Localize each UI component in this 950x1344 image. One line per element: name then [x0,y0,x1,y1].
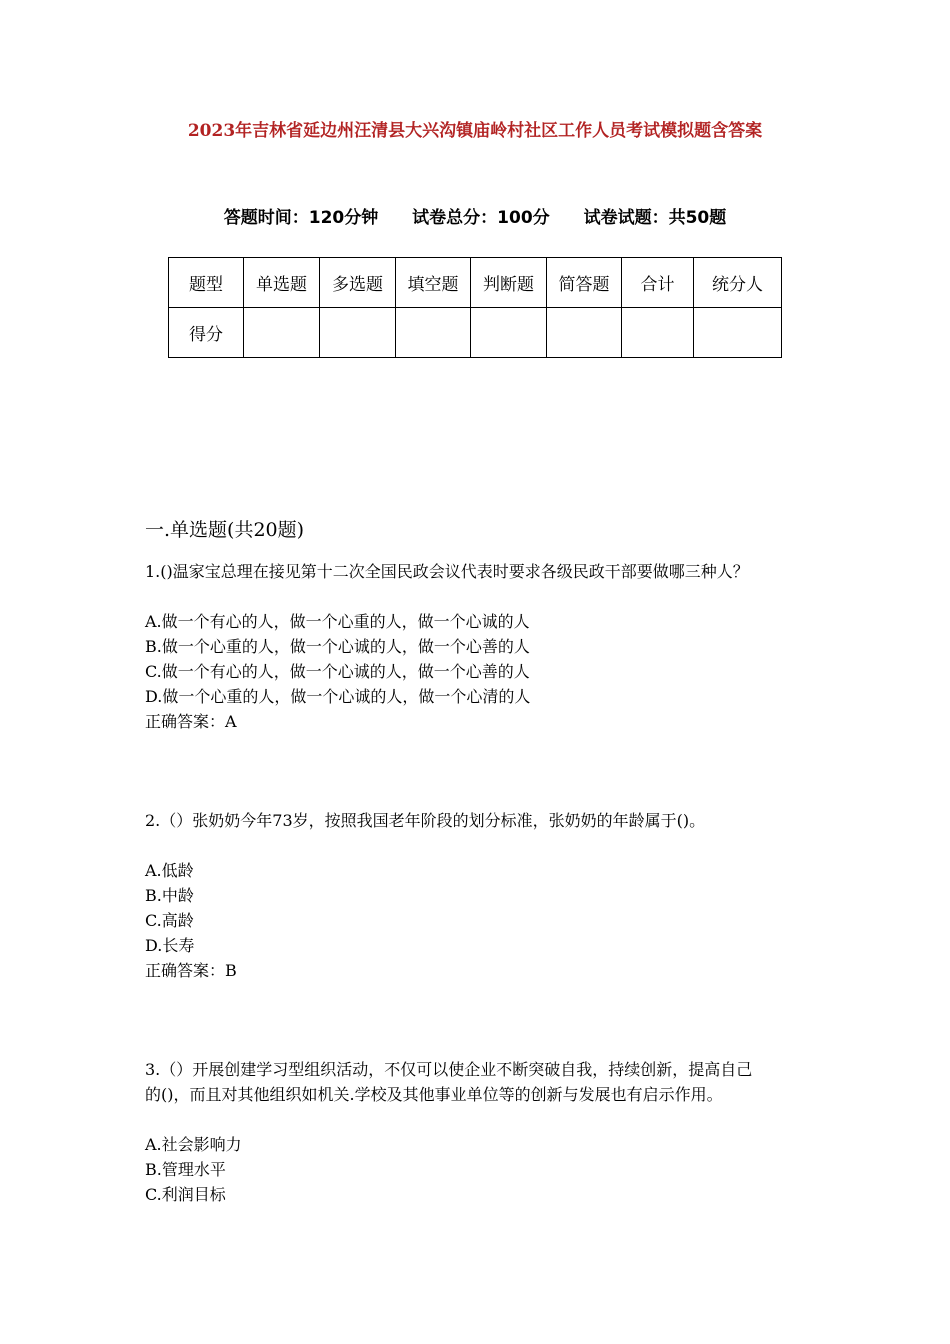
option-b: B.做一个心重的人，做一个心诚的人，做一个心善的人 [145,637,530,656]
score-cell [694,308,782,358]
score-cell [547,308,622,358]
question-1 [145,559,810,734]
header-cell: 题型 [169,258,244,308]
question-stem: 2.（）张奶奶今年73岁，按照我国老年阶段的划分标准，张奶奶的年龄属于()。 [145,811,706,830]
option-c: C.利润目标 [145,1185,226,1204]
option-a: A.做一个有心的人，做一个心重的人，做一个心诚的人 [145,612,530,631]
score-cell [471,308,547,358]
exam-meta [0,203,950,228]
question-stem-line-1: 3.（）开展创建学习型组织活动，不仅可以使企业不断突破自我，持续创新，提高自己 [145,1060,753,1079]
question-stem-line-2: 的()，而且对其他组织如机关.学校及其他事业单位等的创新与发展也有启示作用。 [145,1085,723,1104]
exam-question-count: 试卷试题：共50题 [583,208,727,228]
option-a: A.低龄 [145,861,194,880]
header-cell: 简答题 [547,258,622,308]
score-table [168,257,782,358]
score-cell [244,308,320,358]
header-cell: 填空题 [396,258,471,308]
question-3 [145,1057,810,1207]
question-stem: 1.()温家宝总理在接见第十二次全国民政会议代表时要求各级民政干部要做哪三种人？ [145,562,749,581]
document-title: 2023年吉林省延边州汪清县大兴沟镇庙岭村社区工作人员考试模拟题含答案 [187,121,763,141]
option-d: D.长寿 [145,936,195,955]
option-b: B.中龄 [145,886,194,905]
score-table-header-row [169,258,782,308]
option-b: B.管理水平 [145,1160,226,1179]
exam-time: 答题时间：120分钟 [223,208,379,228]
score-cell [396,308,471,358]
section-heading: 一.单选题(共20题) [145,519,305,541]
correct-answer: 正确答案：A [145,712,237,731]
option-a: A.社会影响力 [145,1135,242,1154]
score-cell [622,308,694,358]
header-cell: 判断题 [471,258,547,308]
row-label-cell: 得分 [169,308,244,358]
score-cell [320,308,396,358]
option-d: D.做一个心重的人，做一个心诚的人，做一个心清的人 [145,687,531,706]
question-2 [145,808,810,983]
option-c: C.做一个有心的人，做一个心诚的人，做一个心善的人 [145,662,530,681]
score-table-score-row [169,308,782,358]
header-cell: 单选题 [244,258,320,308]
header-cell: 统分人 [694,258,782,308]
correct-answer: 正确答案：B [145,961,237,980]
option-c: C.高龄 [145,911,194,930]
header-cell: 多选题 [320,258,396,308]
exam-total-score: 试卷总分：100分 [412,208,550,228]
header-cell: 合计 [622,258,694,308]
